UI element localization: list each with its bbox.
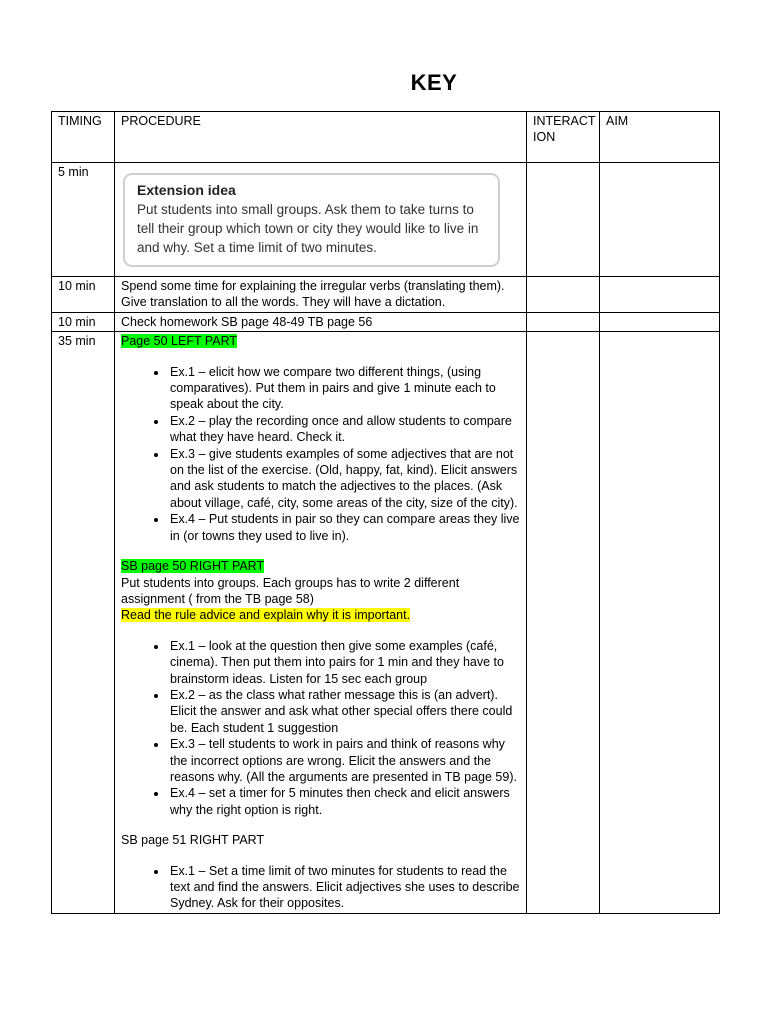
- list-item: • Ex.4 – set a timer for 5 minutes then check and elicit answers why the right option is right.: [168, 785, 520, 818]
- interaction-cell: [527, 312, 600, 331]
- interaction-cell: [527, 277, 600, 313]
- header-timing: TIMING: [52, 112, 115, 163]
- procedure-cell: [115, 332, 527, 914]
- extension-title: Extension idea: [137, 182, 236, 198]
- extension-idea-image: [123, 173, 500, 267]
- list-item: • Ex.1 – look at the question then give some examples (café, cinema). Then put them into pairs for 1 min and they have to brainstorm ideas. Listen for 15 sec each group: [168, 638, 520, 687]
- section3-list: [121, 863, 520, 912]
- lesson-plan-table: [51, 111, 720, 914]
- interaction-cell: [527, 163, 600, 277]
- table-row: [52, 312, 720, 331]
- section2-intro: Put students into groups. Each groups has to write 2 different assignment ( from the TB page 58): [121, 575, 460, 606]
- section-heading-page51-right: SB page 51 RIGHT PART: [121, 833, 265, 848]
- section-heading-page50-left: Page 50 LEFT PART: [121, 334, 238, 349]
- table-row: [52, 277, 720, 313]
- aim-cell: [600, 277, 720, 313]
- timing-cell: 5 min: [52, 163, 115, 277]
- aim-cell: [600, 332, 720, 914]
- aim-cell: [600, 163, 720, 277]
- procedure-cell: Check homework SB page 48-49 TB page 56: [115, 312, 527, 331]
- timing-cell: 35 min: [52, 332, 115, 914]
- list-item: • Ex.2 – as the class what rather message this is (an advert). Elicit the answer and ask what other special offers there could be. Each student 1 suggestion: [168, 687, 520, 736]
- table-row: [52, 163, 720, 277]
- section2-list: [121, 638, 520, 818]
- header-aim: AIM: [600, 112, 720, 163]
- header-interaction: INTERACT ION: [527, 112, 600, 163]
- list-item: • Ex.2 – play the recording once and allow students to compare what they have heard. Check it.: [168, 413, 520, 446]
- list-item: • Ex.3 – tell students to work in pairs and think of reasons why the incorrect options are wrong. Elicit the answers and the reasons why. (All the arguments are presented in TB page 59).: [168, 736, 520, 785]
- list-item: • Ex.1 – Set a time limit of two minutes for students to read the text and find the answers. Elicit adjectives she uses to describe Sydney. Ask for their opposites.: [168, 863, 520, 912]
- header-procedure: PROCEDURE: [115, 112, 527, 163]
- page-title: KEY: [410, 70, 458, 95]
- table-row: [52, 332, 720, 914]
- list-item: • Ex.1 – elicit how we compare two different things, (using comparatives). Put them in pairs and give 1 minute each to speak about the city.: [168, 364, 520, 413]
- section-heading-page50-right: SB page 50 RIGHT PART: [121, 559, 265, 574]
- timing-cell: 10 min: [52, 277, 115, 313]
- extension-text: Put students into small groups. Ask them to take turns to tell their group which town or city they would like to live in and why. Set a time limit of two minutes.: [137, 202, 479, 255]
- aim-cell: [600, 312, 720, 331]
- section1-list: [121, 364, 520, 544]
- procedure-cell: [115, 163, 527, 277]
- section2-note: Read the rule advice and explain why it is important.: [121, 608, 411, 623]
- timing-cell: 10 min: [52, 312, 115, 331]
- list-item: • Ex.4 – Put students in pair so they can compare areas they live in (or towns they used to live in).: [168, 511, 520, 544]
- interaction-cell: [527, 332, 600, 914]
- table-header-row: [52, 112, 720, 163]
- procedure-cell: Spend some time for explaining the irregular verbs (translating them). Give translation to all the words. They will have a dictation.: [115, 277, 527, 313]
- list-item: • Ex.3 – give students examples of some adjectives that are not on the list of the exercise. (Old, happy, fat, kind). Elicit answers and ask students to match the adjectives to the places. (Ask about village, café, city, some areas of the city, size of the city).: [168, 446, 520, 512]
